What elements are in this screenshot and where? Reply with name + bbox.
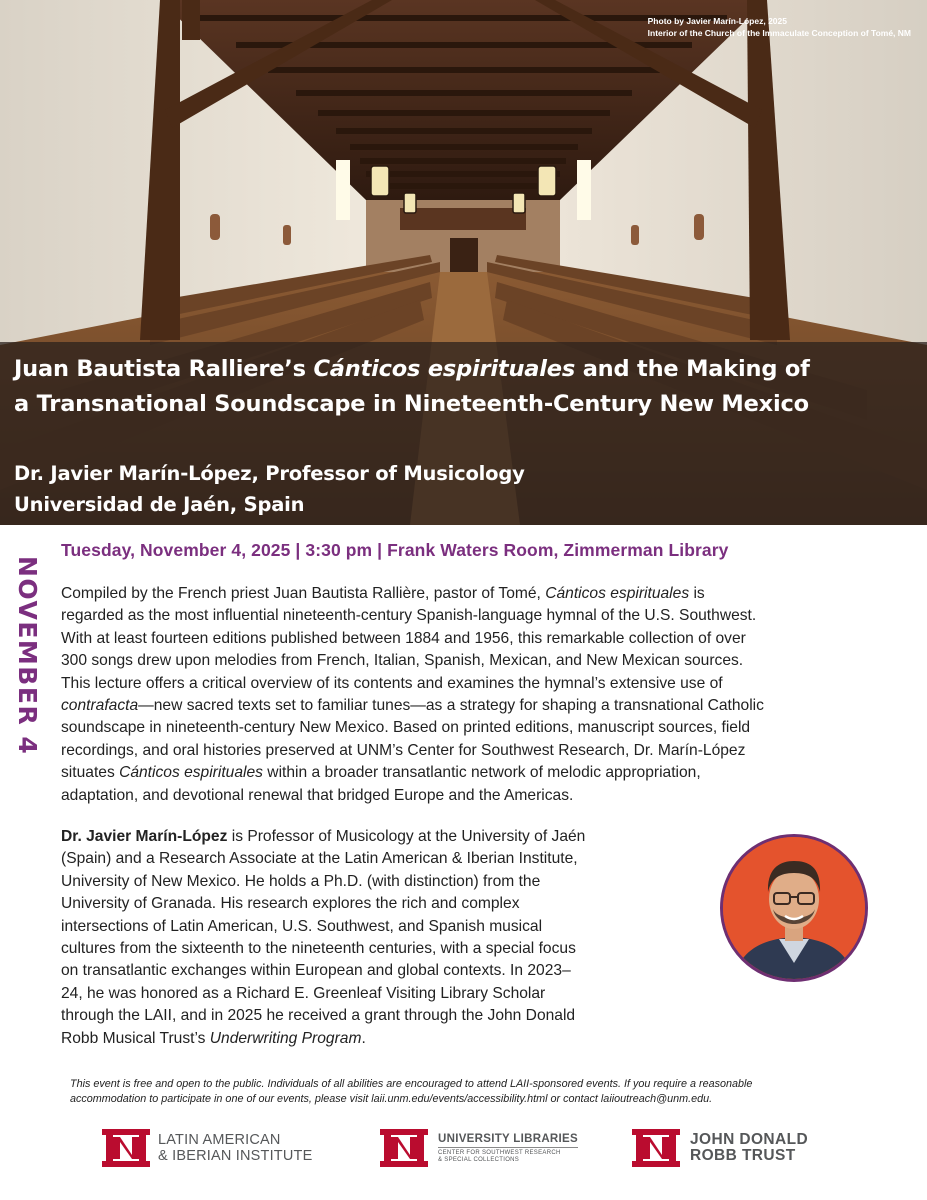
photo-credit <box>648 15 911 39</box>
hero-photo <box>0 0 927 525</box>
event-date-time-location: Tuesday, November 4, 2025 | 3:30 pm | Frank Waters Room, Zimmerman Library <box>61 540 729 560</box>
unm-logo-icon <box>630 1129 682 1167</box>
accessibility-notice: This event is free and open to the public. Individuals of all abilities are encouraged to attend LAII-sponsored events. If you require a reasonable accommodation to participate in one of our events, please visit laii.unm.edu/events/accessibility.html or contact laiioutreach@unm.edu. <box>70 1078 753 1105</box>
speaker-credit <box>14 458 525 520</box>
laii-logo-line1: LATIN AMERICAN <box>158 1132 281 1148</box>
speaker-portrait <box>720 834 868 982</box>
robb-logo-line2: ROBB TRUST <box>690 1147 796 1164</box>
libraries-logo-line1: UNIVERSITY LIBRARIES <box>438 1132 578 1148</box>
speaker-name: Dr. Javier Marín-López, Professor of Musicology <box>14 462 525 485</box>
speaker-biography: Dr. Javier Marín-López is Professor of Musicology at the University of Jaén (Spain) and a Research Associate at the Latin American & Iberian Institute, University of New Mexico. He holds a Ph.D. (with distinction) from the University of Granada. His research explores the rich and complex intersections of Latin American, U.S. Southwest, and Spanish musical cultures from the sixteenth to the nineteenth centuries, with a special focus on transatlantic exchanges within European and global contexts. In 2023– 24, he was honored as a Richard E. Greenleaf Visiting Library Scholar through the LAII, and in 2025 he received a grant through the John Donald Robb Musical Trust’s Underwriting Program. <box>61 828 586 1047</box>
speaker-portrait-image <box>723 837 865 979</box>
speaker-affiliation: Universidad de Jaén, Spain <box>14 493 305 516</box>
university-libraries-logo <box>378 1128 578 1168</box>
robb-trust-logo <box>630 1128 808 1168</box>
laii-logo-line2: & IBERIAN INSTITUTE <box>158 1148 313 1164</box>
unm-logo-icon <box>378 1129 430 1167</box>
robb-logo-line1: JOHN DONALD <box>690 1131 809 1148</box>
libraries-logo-line3: & SPECIAL COLLECTIONS <box>438 1157 520 1163</box>
laii-logo <box>102 1128 312 1168</box>
photo-credit-caption: Interior of the Church of the Immaculate Conception of Tomé, NM <box>647 28 911 38</box>
vertical-date-label: NOVEMBER 4 <box>13 556 42 756</box>
lecture-description: Compiled by the French priest Juan Bautista Rallière, pastor of Tomé, Cánticos espirituales is regarded as the most influential nineteenth-century Spanish-language hymnal of the U.S. Southwest. With at least fourteen editions published between 1884 and 1956, this remarkable collection of over 300 songs drew upon melodies from French, Italian, Spanish, Mexican, and New Mexican sources. This lecture offers a critical overview of its contents and examines the hymnal’s extensive use of contrafacta—new sacred texts set to familiar tunes—as a strategy for shaping a transnational Catholic soundscape in nineteenth-century New Mexico. Based on printed editions, manuscript sources, field recordings, and oral histories preserved at UNM’s Center for Southwest Research, Dr. Marín-López situates Cánticos espirituales within a broader transatlantic network of melodic appropriation, adaptation, and devotional renewal that bridged Europe and the Americas. <box>61 585 764 804</box>
libraries-logo-line2: CENTER FOR SOUTHWEST RESEARCH <box>438 1150 561 1156</box>
lecture-title: Juan Bautista Ralliere’s Cánticos espirituales and the Making of a Transnational Soundscape in Nineteenth-Century New Mexico <box>14 356 810 417</box>
photo-credit-author: Photo by Javier Marín-López, 2025 <box>647 16 787 26</box>
unm-logo-icon <box>102 1129 150 1167</box>
